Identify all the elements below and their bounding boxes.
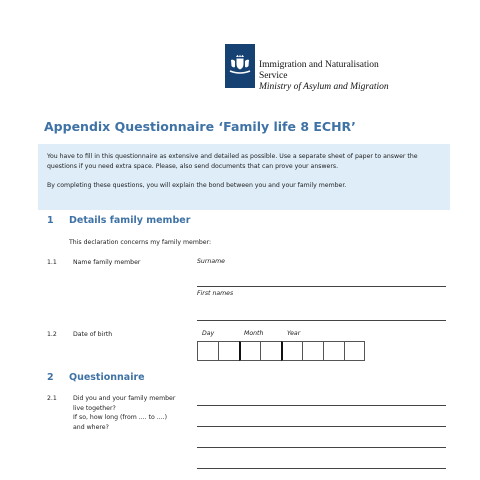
first-names-label: First names [197,290,234,297]
question-line-3: If so, how long (from .... to ....) [73,414,168,421]
agency-line-2: Service [259,71,288,81]
day-digit-2[interactable] [218,341,239,361]
answer-line-2[interactable] [197,426,446,427]
section-1-number: 1 [47,215,54,226]
section-1-intro: This declaration concerns my family member: [69,239,212,246]
item-2-1-question [73,394,175,432]
month-digit-1[interactable] [239,341,260,361]
answer-line-3[interactable] [197,447,446,448]
answer-line-1[interactable] [197,405,446,406]
intro-paragraph-1: You have to fill in this questionnaire as extensive and detailed as possible. Use a separate sheet of paper to answer the questions if you need extra space. Please, also send documents that can prove your answers. [47,153,418,170]
question-line-2: live together? [73,404,116,412]
year-digit-4[interactable] [344,341,365,361]
section-1-title: Details family member [69,215,191,226]
year-digit-1[interactable] [281,341,302,361]
day-digit-1[interactable] [197,341,218,361]
answer-line-4[interactable] [197,468,446,469]
ministry-name: Ministry of Asylum and Migration [259,82,389,92]
logo [225,44,255,88]
question-line-4: and where? [73,423,109,431]
day-label: Day [202,330,215,337]
month-label: Month [244,330,264,337]
date-of-birth-field [197,341,365,361]
agency-line-1: Immigration and Naturalisation [259,60,379,70]
year-digit-2[interactable] [302,341,323,361]
item-1-2-number: 1.2 [47,331,57,338]
question-line-1: Did you and your family member [73,395,176,402]
surname-field[interactable] [197,286,446,287]
month-digit-2[interactable] [260,341,281,361]
item-1-1-number: 1.1 [47,259,57,266]
page-title: Appendix Questionnaire ‘Family life 8 ECHR’ [44,119,356,134]
section-2-heading [47,372,145,383]
section-2-title: Questionnaire [69,372,145,383]
surname-label: Surname [197,258,225,265]
year-digit-3[interactable] [323,341,344,361]
intro-paragraph-2: By completing these questions, you will explain the bond between you and your family member. [47,182,347,189]
year-label: Year [287,330,301,337]
coat-of-arms-icon [228,54,252,76]
item-2-1-number: 2.1 [47,395,57,402]
first-names-field[interactable] [197,320,446,321]
section-1-heading [47,215,190,226]
item-1-1-label: Name family member [73,259,141,266]
intro-box [38,144,450,210]
agency-name [259,60,389,93]
section-2-number: 2 [47,372,54,383]
item-1-2-label: Date of birth [73,331,113,338]
